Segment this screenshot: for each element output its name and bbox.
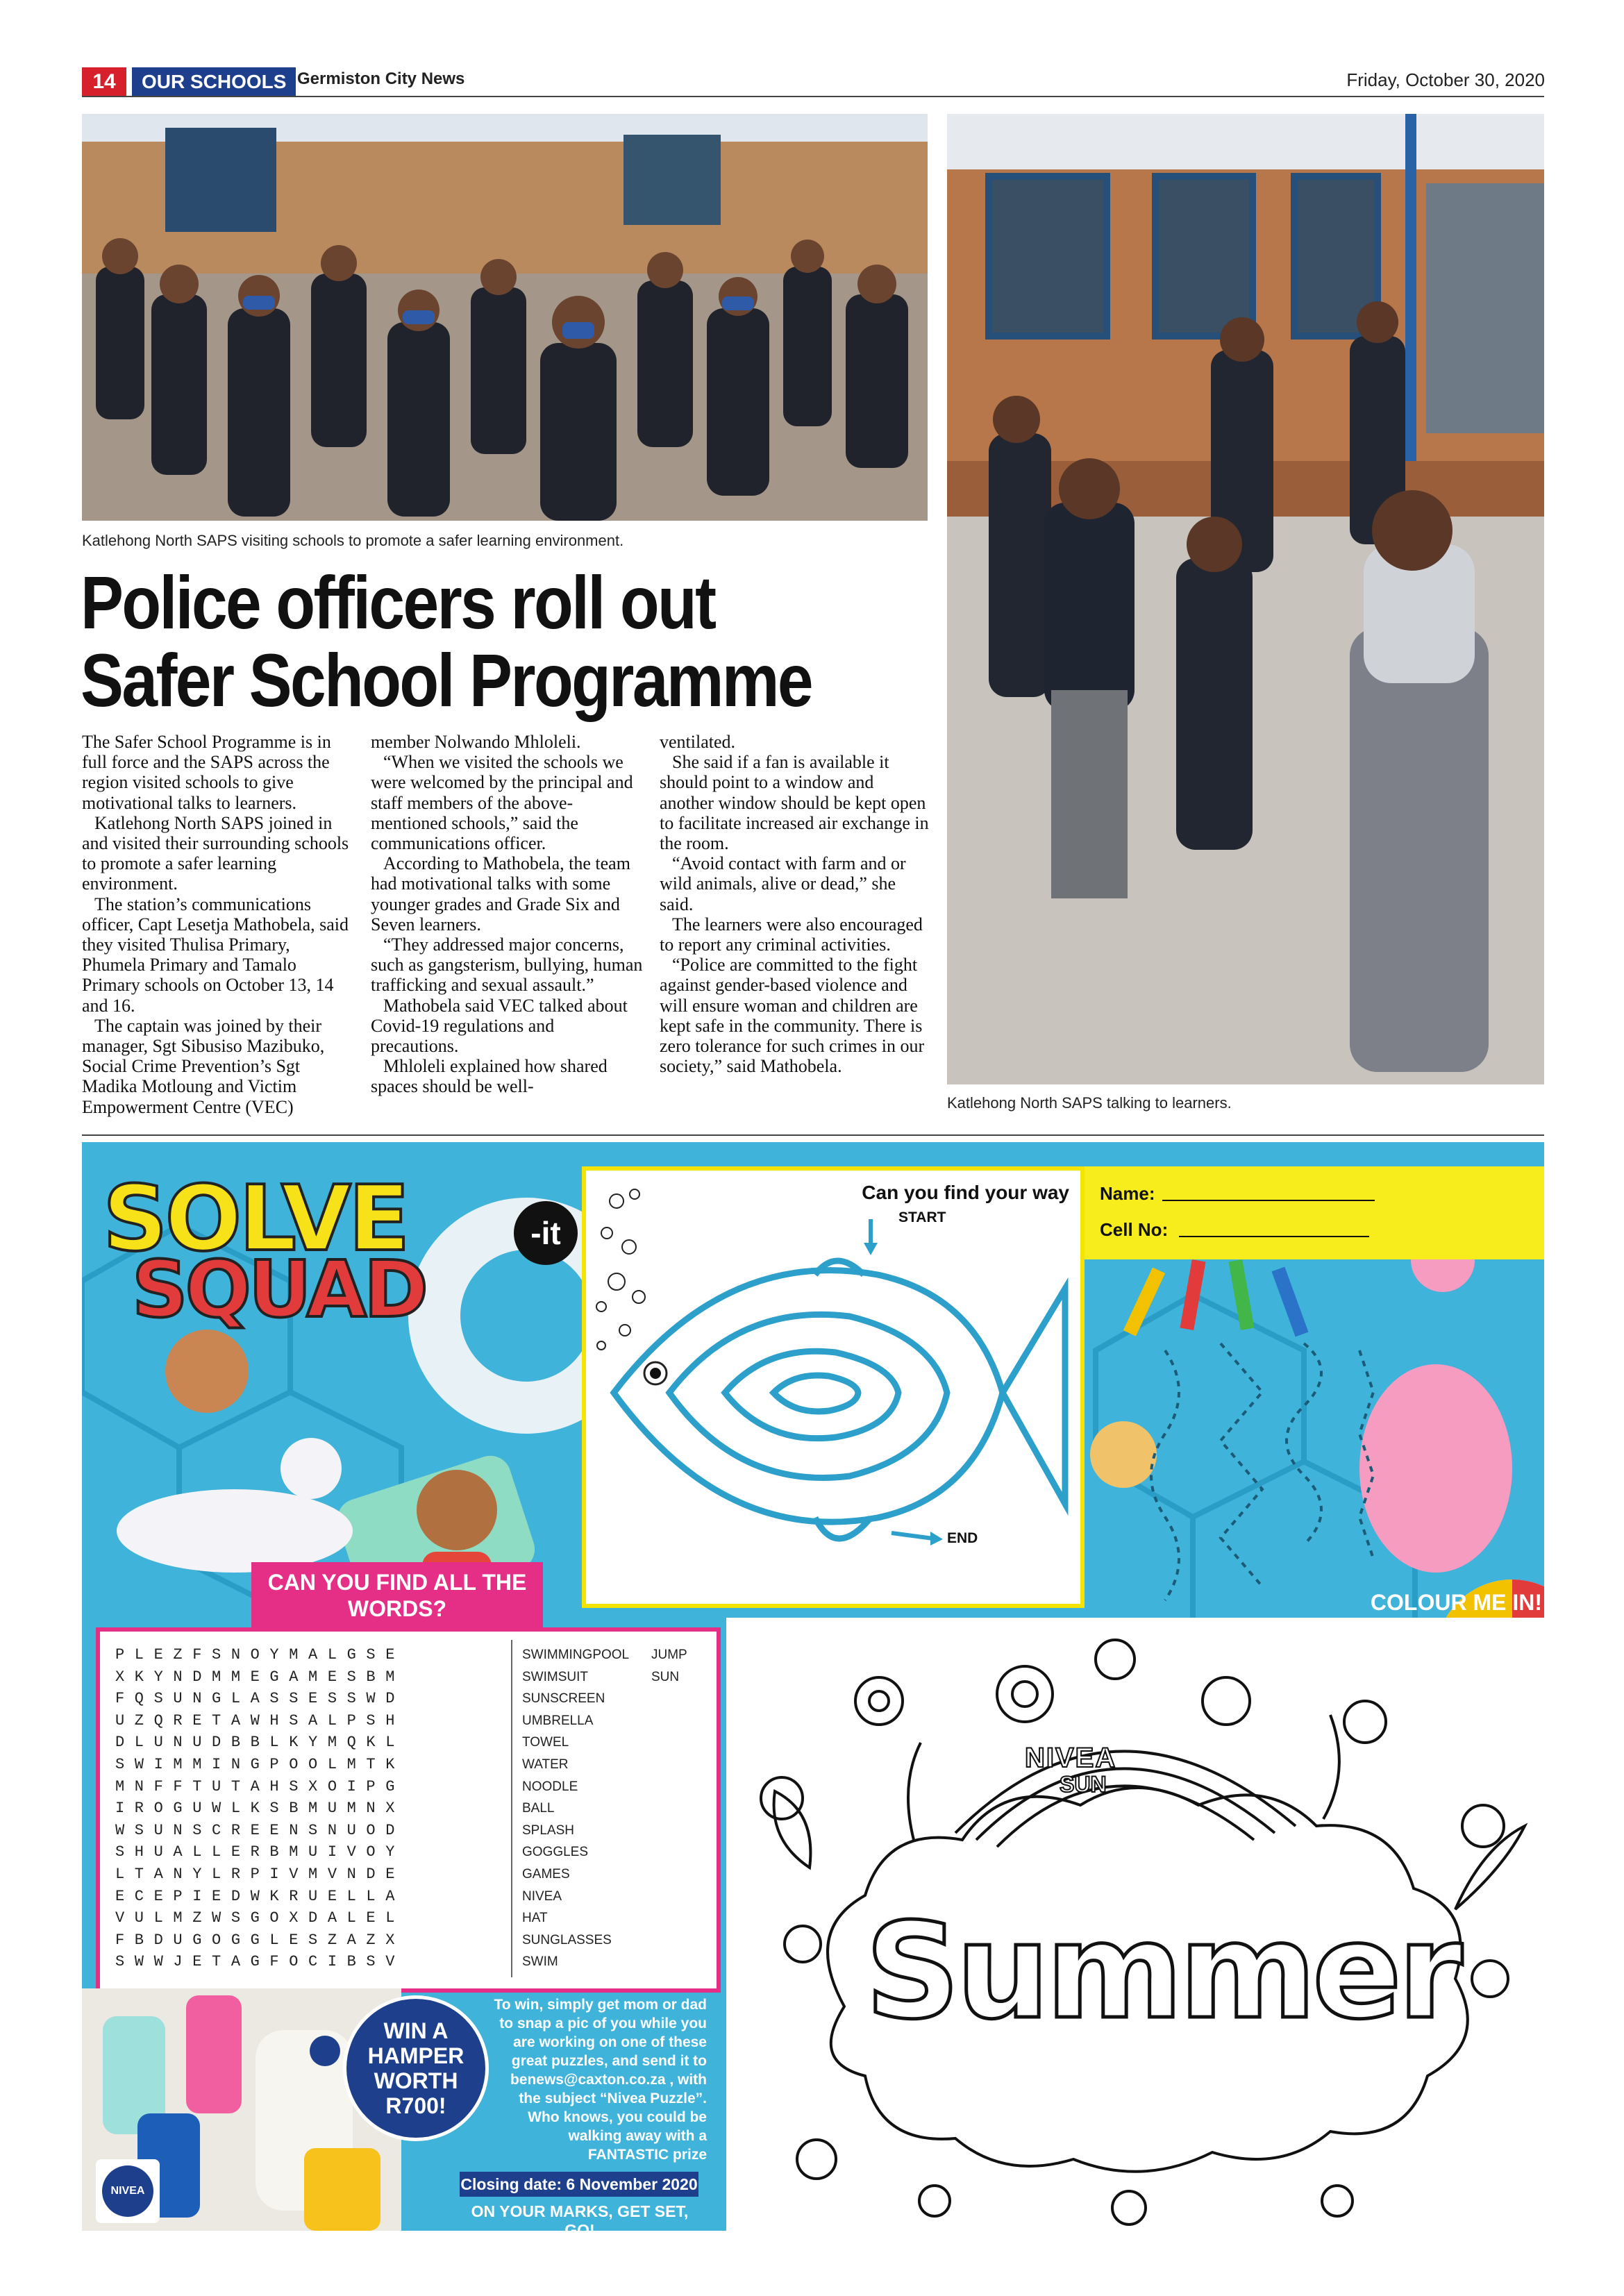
tagline: ON YOUR MARKS, GET SET, GO! (471, 2202, 689, 2239)
section-divider (82, 1134, 1544, 1136)
colour-word: Summer (865, 1895, 1459, 2048)
paragraph: ventilated. (660, 732, 736, 752)
wordsearch-row: FQSUNGLASSESSWD (115, 1690, 405, 1708)
caption-top-left: Katlehong North SAPS visiting schools to promote a safer learning environment. (82, 532, 624, 549)
wordsearch-row: WSUNSCREENSNUOD (115, 1821, 405, 1839)
wordsearch-grid (115, 1644, 405, 1973)
logo-solve: SOLVE (103, 1166, 408, 1271)
wordsearch-row: PLEZFSNOYMALGSE (115, 1646, 405, 1664)
maze-title: Can you find your way (862, 1182, 1069, 1203)
article-column-1 (82, 732, 354, 1117)
paragraph: Katlehong North SAPS joined in and visited their surrounding schools to promote a safer learning environment. (82, 812, 349, 894)
paragraph: The learners were also encouraged to report any criminal activities. (660, 914, 923, 955)
wordsearch-row: MNFFTUTAHSXOIPG (115, 1777, 405, 1795)
wordsearch-word: GOGGLES (522, 1845, 589, 1860)
wordsearch-word: NOODLE (522, 1779, 578, 1794)
name-label (1100, 1183, 1155, 1205)
cell-label-text: Cell No: (1100, 1219, 1169, 1240)
wordsearch-word: WATER (522, 1757, 569, 1772)
logo-it-text: -it (530, 1215, 561, 1251)
paragraph: “When we visited the schools we were welcomed by the principal and staff members of the above-mentioned schools,” said the communications officer. (371, 752, 633, 854)
paragraph: The Safer School Programme is in full force and the SAPS across the region visited schools to give motivational talks to learners. (82, 732, 331, 813)
nivea-logo (96, 2159, 160, 2223)
wordsearch-row: FBDUGOGGLESZAZX (115, 1931, 405, 1949)
wordsearch-word: SUNSCREEN (522, 1691, 605, 1707)
paragraph: She said if a fan is available it should point to a window and another window should be kept open to facilitate increased air exchange in the room. (660, 752, 929, 854)
nivea-logo-text: NIVEA (110, 2185, 145, 2197)
wordsearch-divider (511, 1640, 512, 1977)
paragraph: The captain was joined by their manager, Sgt Sibusiso Mazibuko, Social Crime Prevention’s Sgt Madika Motloung and Victim Empowerment Centre (VEC) (82, 1015, 325, 1117)
name-label-text: Name: (1100, 1183, 1155, 1204)
wordsearch-word: BALL (522, 1801, 555, 1816)
logo-it-badge (514, 1201, 578, 1265)
article-column-2 (371, 732, 643, 1097)
wordsearch-word: HAT (522, 1911, 548, 1926)
wordsearch-row: ECEPIEDWKRUELLA (115, 1887, 405, 1905)
closing-date (460, 2172, 698, 2197)
wordsearch-word: SPLASH (522, 1822, 574, 1838)
paragraph: member Nolwando Mhloleli. (371, 732, 581, 752)
wordsearch-word-list (522, 1644, 629, 1973)
paragraph: “They addressed major concerns, such as gangsterism, bullying, human trafficking and sexual assault.” (371, 935, 643, 996)
headline-line-2: Safer School Programme (81, 638, 812, 722)
paragraph: Mhloleli explained how shared spaces should be well- (371, 1056, 608, 1097)
paragraph: According to Mathobela, the team had motivational talks with some younger grades and Grade Six and Seven learners. (371, 853, 630, 935)
wordsearch-word: SWIMMINGPOOL (522, 1648, 630, 1662)
headline-line-1: Police officers roll out (81, 560, 715, 644)
wordsearch-word: JUMP (651, 1648, 687, 1662)
paragraph: “Police are committed to the fight against gender-based violence and will ensure woman and children are kept safe in the community. There is zero tolerance for such crimes in our society,” said Mathobela. (660, 955, 925, 1077)
wordsearch-title-text: CAN YOU FIND ALL THE WORDS? (267, 1570, 527, 1621)
page-number: 14 (82, 67, 126, 97)
wordsearch-row: LTANYLRPIVMVNDE (115, 1865, 405, 1883)
publication-name: Germiston City News (297, 69, 465, 88)
wordsearch-word: UMBRELLA (522, 1713, 594, 1728)
cell-label (1100, 1219, 1168, 1241)
nivea-logo-badge (102, 2165, 153, 2217)
caption-right: Katlehong North SAPS talking to learners. (947, 1094, 1232, 1112)
photo-school-visit (82, 114, 928, 521)
competition-instructions: To win, simply get mom or dad to snap a pic of you while you are working on one of these great puzzles, and send it to benews@caxton.co.za , with the subject “Nivea Puzzle”. Who knows, you could be walking away with a FANTASTIC prize (494, 1997, 707, 2163)
wordsearch-box (96, 1627, 721, 1993)
wordsearch-word: SUN (651, 1669, 680, 1684)
wordsearch-word: SWIMSUIT (522, 1669, 588, 1684)
maze-end-label: END (947, 1530, 978, 1546)
section-label: OUR SCHOOLS (132, 67, 296, 97)
article-column-3 (660, 732, 932, 1076)
wordsearch-row: SWWJETAGFOCIBSV (115, 1953, 405, 1971)
wordsearch-title (251, 1562, 543, 1629)
win-hamper-badge (343, 1995, 489, 2141)
name-field[interactable] (1162, 1200, 1375, 1201)
wordsearch-word: TOWEL (522, 1735, 569, 1750)
wordsearch-row: DLUNUDBBLKYMQKL (115, 1734, 405, 1752)
wordsearch-row: UZQRETAWHSALPSH (115, 1711, 405, 1729)
issue-date: Friday, October 30, 2020 (1346, 69, 1545, 90)
win-hamper-text: WIN A HAMPER WORTH R700! (367, 2018, 464, 2118)
wordsearch-row: SWIMMINGPOOLMTK (115, 1755, 405, 1773)
colour-brand-sub: SUN (1060, 1772, 1107, 1797)
colour-me-in-title: COLOUR ME IN! (1370, 1590, 1542, 1615)
wordsearch-word: GAMES (522, 1866, 570, 1882)
logo-squad: SQUAD (132, 1245, 426, 1335)
colour-brand: NIVEA (1025, 1743, 1117, 1773)
cell-field[interactable] (1179, 1236, 1369, 1237)
wordsearch-row: IROGUWLKSBMUMNX (115, 1800, 405, 1818)
wordsearch-row: XKYNDMMEGAMESBM (115, 1668, 405, 1686)
header-rule (82, 96, 1544, 97)
closing-date-text: Closing date: 6 November 2020 (460, 2175, 698, 2193)
paragraph: “Avoid contact with farm and or wild animals, alive or dead,” she said. (660, 853, 906, 914)
wordsearch-word: NIVEA (522, 1888, 562, 1904)
entry-details-box (1085, 1166, 1544, 1259)
wordsearch-word: SUNGLASSES (522, 1932, 612, 1947)
solve-it-logo (97, 1166, 583, 1335)
colouring-area (726, 1618, 1544, 2231)
wordsearch-row: VULMZWSGOXDALEL (115, 1909, 405, 1927)
wordsearch-word: SWIM (522, 1954, 558, 1970)
paragraph: The station’s communications officer, Capt Lesetja Mathobela, said they visited Thulisa Primary, Phumela Primary and Tamalo Primary schools on October 13, 14 and 16. (82, 894, 349, 1016)
wordsearch-row: SHUALLERBMUIVOY (115, 1843, 405, 1861)
maze-start-label: START (898, 1209, 946, 1225)
wordsearch-word-list-2 (651, 1644, 687, 1688)
paragraph: Mathobela said VEC talked about Covid-19 regulations and precautions. (371, 995, 628, 1057)
photo-learners-assembly (947, 114, 1544, 1084)
article-headline (81, 560, 821, 722)
maze-puzzle (582, 1166, 1085, 1608)
